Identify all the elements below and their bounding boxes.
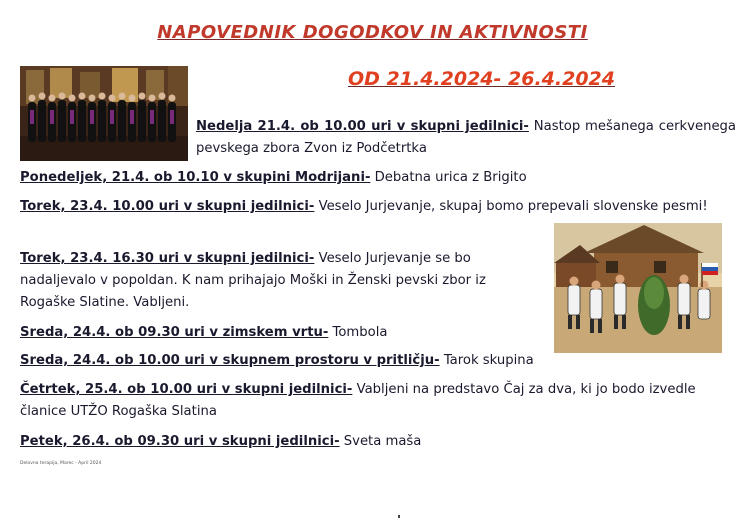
- event-time-place: Sreda, 24.4. ob 10.00 uri v skupnem prostoru v pritličju-: [20, 353, 440, 368]
- event-item: [196, 116, 736, 160]
- event-item: [20, 431, 735, 453]
- event-time-place: Petek, 26.4. ob 09.30 uri v skupni jedilnici-: [20, 434, 340, 449]
- event-time-place: Četrtek, 25.4. ob 10.00 uri v skupni jedilnici-: [20, 382, 353, 397]
- choir-photo: [20, 66, 188, 161]
- event-description: Veselo Jurjevanje se bo nadaljevalo v popoldan. K nam prihajajo Moški in Ženski pevski zbor iz Rogaške Slatine. Vabljeni.: [20, 251, 486, 310]
- event-item: [20, 167, 735, 189]
- event-description: Veselo Jurjevanje, skupaj bomo prepevali slovenske pesmi!: [314, 199, 708, 214]
- event-item: [20, 379, 735, 423]
- event-description: Vabljeni na predstavo Čaj za dva, ki jo bodo izvedle članice UTŽO Rogaška Slatina: [20, 382, 696, 419]
- date-range: OD 21.4.2024- 26.4.2024: [348, 68, 615, 90]
- footer-credit: Delovna terapija, Marec - April 2024: [20, 461, 102, 466]
- event-time-place: Sreda, 24.4. ob 09.30 uri v zimskem vrtu-: [20, 325, 329, 340]
- event-time-place: Torek, 23.4. 16.30 uri v skupni jedilnici-: [20, 251, 315, 266]
- event-description: Nastop mešanega cerkvenega pevskega zbora Zvon iz Podčetrtka: [196, 119, 737, 156]
- event-item: [20, 196, 720, 218]
- event-time-place: Torek, 23.4. 10.00 uri v skupni jedilnici-: [20, 199, 315, 214]
- event-description: Tarok skupina: [439, 353, 534, 368]
- event-description: Debatna urica z Brigito: [370, 170, 527, 185]
- event-description: Tombola: [328, 325, 388, 340]
- scan-speck: [398, 515, 400, 518]
- event-item: [20, 322, 720, 344]
- event-time-place: Ponedeljek, 21.4. ob 10.10 v skupini Modrijani-: [20, 170, 371, 185]
- document-title: NAPOVEDNIK DOGODKOV IN AKTIVNOSTI: [157, 22, 588, 43]
- event-description: Sveta maša: [339, 434, 422, 449]
- event-item: [20, 248, 538, 314]
- event-item: [20, 350, 735, 372]
- event-time-place: Nedelja 21.4. ob 10.00 uri v skupni jedilnici-: [196, 119, 529, 134]
